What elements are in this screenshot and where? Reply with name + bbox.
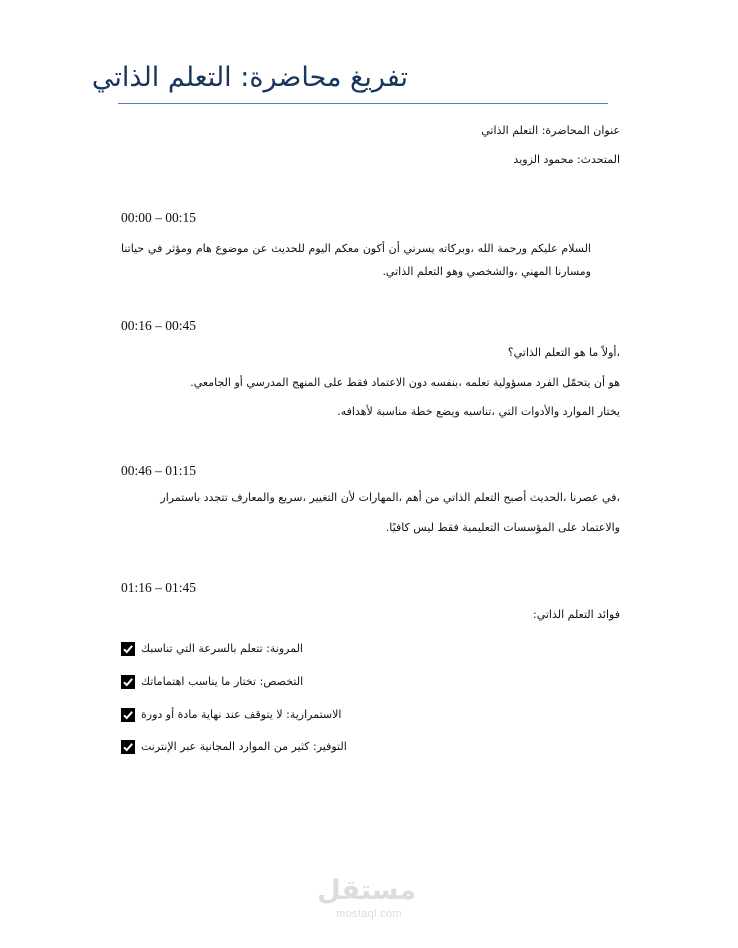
paragraph: ،أولاً ما هو التعلم الذاتي؟ <box>507 346 620 359</box>
benefit-item <box>121 673 303 691</box>
paragraph: ،في عصرنا ،الحديث أصبح التعلم الذاتي من أهم ،المهارات لأن التغيير ،سريع والمعارف تتجدد باستمرار <box>160 491 620 504</box>
checkbox-checked-icon <box>121 740 135 754</box>
document-title: تفريغ محاضرة: التعلم الذاتي <box>91 62 408 93</box>
benefit-text: التخصص: تختار ما يناسب اهتماماتك <box>141 675 304 688</box>
watermark-logo <box>317 874 416 930</box>
paragraph: السلام عليكم ورحمة الله ،وبركاته يسرني أن أكون معكم اليوم للحديث عن موضوع هام ومؤثر في حياتنا ومسارنا المهني ،والشخصي وهو التعلم الذاتي. <box>121 242 591 278</box>
section-heading: فوائد التعلم الذاتي: <box>533 608 620 621</box>
paragraph: هو أن يتحمّل الفرد مسؤولية تعلمه ،بنفسه دون الاعتماد فقط على المنهج المدرسي أو الجامعي. <box>190 376 620 389</box>
benefit-text: الاستمرارية: لا يتوقف عند نهاية مادة أو دورة <box>141 708 342 721</box>
lecture-title-line: عنوان المحاضرة: التعلم الذاتي <box>481 124 620 137</box>
benefit-item <box>121 738 347 756</box>
timestamp: 00:16 – 00:45 <box>121 318 197 333</box>
watermark-arabic: مستقل <box>317 875 416 906</box>
speaker-line: المتحدث: محمود الزويد <box>513 153 620 166</box>
benefit-text: المرونة: تتعلم بالسرعة التي تناسبك <box>141 642 303 655</box>
timestamp: 00:46 – 01:15 <box>121 463 197 478</box>
checkbox-checked-icon <box>121 708 135 722</box>
paragraph: والاعتماد على المؤسسات التعليمية فقط ليس كافيًا. <box>385 521 620 534</box>
title-underline <box>118 103 608 104</box>
timestamp: 01:16 – 01:45 <box>121 580 197 595</box>
paragraph: يختار الموارد والأدوات التي ،تناسبه ويضع خطة مناسبة لأهدافه. <box>337 405 620 418</box>
watermark-latin: mostaql.com <box>336 908 402 920</box>
checkbox-checked-icon <box>121 642 135 656</box>
benefit-text: التوفير: كثير من الموارد المجانية عبر الإنترنت <box>141 740 347 753</box>
timestamp: 00:00 – 00:15 <box>121 210 197 225</box>
benefit-item <box>121 640 303 658</box>
checkbox-checked-icon <box>121 675 135 689</box>
benefit-item <box>121 706 341 724</box>
